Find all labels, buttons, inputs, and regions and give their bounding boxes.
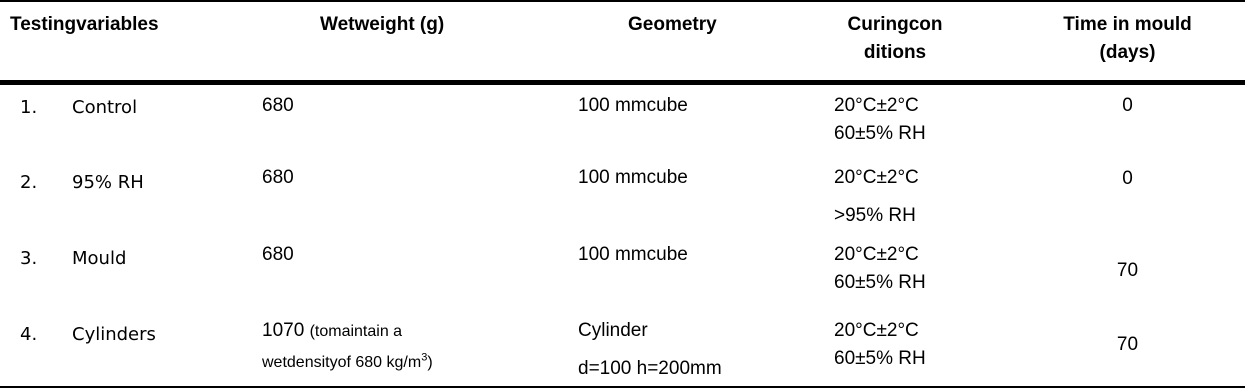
table-header-rule: [0, 80, 1245, 85]
row-wet-weight: 680: [262, 167, 294, 188]
row-number: 4.: [20, 324, 38, 345]
row-time: 0: [1122, 168, 1133, 189]
row-curing-line1: 20°C±2°C: [834, 167, 919, 188]
row-time: 0: [1122, 95, 1133, 116]
row-curing-line2: 60±5% RH: [834, 348, 926, 369]
row-curing-line1: 20°C±2°C: [834, 95, 919, 116]
row-curing-line2: 60±5% RH: [834, 123, 926, 144]
row-wet-weight-note-line2-cell: [262, 350, 433, 376]
header-wet-weight: Wetweight (g): [320, 14, 445, 35]
row-variable: Mould: [72, 248, 127, 269]
header-testing-variables: Testingvariables: [10, 14, 159, 35]
row-number: 3.: [20, 248, 38, 269]
row-curing-line2: >95% RH: [834, 205, 916, 226]
header-time-line1: Time in mould: [1063, 14, 1192, 35]
header-geometry: Geometry: [628, 14, 717, 35]
row-time: 70: [1116, 260, 1139, 281]
row-time: 70: [1116, 334, 1139, 355]
row-geometry: 100 mmcube: [578, 95, 688, 116]
row-wet-weight: 1070: [262, 320, 305, 341]
header-time-line2: (days): [1099, 42, 1156, 63]
row-wet-weight: 680: [262, 95, 294, 116]
table-top-rule: [0, 0, 1245, 2]
row-wet-weight-note-close: ): [427, 354, 433, 371]
row-wet-weight-note-line1: (tomaintain a: [309, 323, 403, 340]
row-curing-line1: 20°C±2°C: [834, 244, 919, 265]
header-curing-line1: Curingcon: [847, 14, 943, 35]
row-wet-weight-note-sup: 3: [421, 351, 428, 364]
row-wet-weight-note-line2: wetdensityof 680 kg/m: [262, 354, 422, 371]
table-bottom-rule: [0, 386, 1245, 388]
row-variable: 95% RH: [72, 172, 144, 193]
row-number: 1.: [20, 97, 38, 118]
row-curing-line1: 20°C±2°C: [834, 320, 919, 341]
row-curing-line2: 60±5% RH: [834, 272, 926, 293]
row-geometry-line2: d=100 h=200mm: [578, 358, 722, 379]
row-wet-weight-cell: [262, 318, 402, 345]
row-variable: Control: [72, 97, 138, 118]
row-geometry: 100 mmcube: [578, 167, 688, 188]
row-geometry: 100 mmcube: [578, 244, 688, 265]
header-curing-line2: ditions: [863, 42, 927, 63]
row-number: 2.: [20, 172, 38, 193]
row-geometry: Cylinder: [578, 320, 648, 341]
row-wet-weight: 680: [262, 244, 294, 265]
row-variable: Cylinders: [72, 324, 156, 345]
